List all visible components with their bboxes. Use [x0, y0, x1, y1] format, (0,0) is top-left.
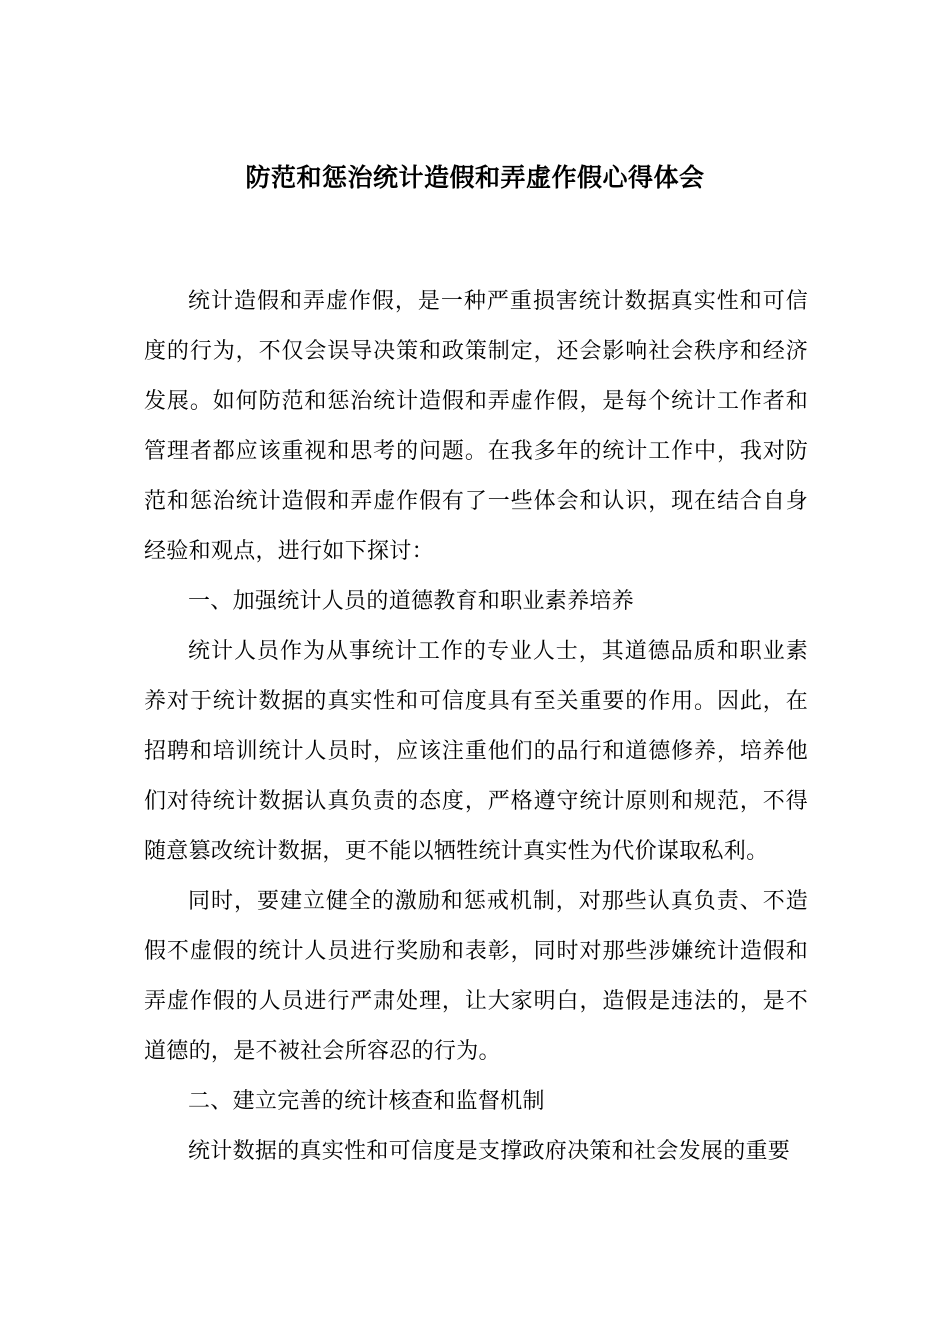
section-heading-2: 二、建立完善的统计核查和监督机制 [188, 1089, 545, 1114]
document-body [144, 277, 808, 1177]
section-1-paragraph-2: 同时，要建立健全的激励和惩戒机制，对那些认真负责、不造假不虚假的统计人员进行奖励和表彰，同时对那些涉嫌统计造假和弄虚作假的人员进行严肃处理，让大家明白，造假是违法的，是不道德的，是不被社会所容忍的行为。 [144, 889, 808, 1064]
section-heading-1: 一、加强统计人员的道德教育和职业素养培养 [188, 589, 635, 614]
section-1-paragraph-1: 统计人员作为从事统计工作的专业人士，其道德品质和职业素养对于统计数据的真实性和可信度具有至关重要的作用。因此，在招聘和培训统计人员时，应该注重他们的品行和道德修养，培养他们对待统计数据认真负责的态度，严格遵守统计原则和规范，不得随意篡改统计数据，更不能以牺牲统计真实性为代价谋取私利。 [144, 639, 808, 864]
document-title: 防范和惩治统计造假和弄虚作假心得体会 [245, 163, 705, 192]
section-2-paragraph-1: 统计数据的真实性和可信度是支撑政府决策和社会发展的重要 [188, 1139, 791, 1164]
intro-paragraph: 统计造假和弄虚作假，是一种严重损害统计数据真实性和可信度的行为，不仅会误导决策和政策制定，还会影响社会秩序和经济发展。如何防范和惩治统计造假和弄虚作假，是每个统计工作者和管理者都应该重视和思考的问题。在我多年的统计工作中，我对防范和惩治统计造假和弄虚作假有了一些体会和认识，现在结合自身经验和观点，进行如下探讨： [144, 289, 808, 564]
